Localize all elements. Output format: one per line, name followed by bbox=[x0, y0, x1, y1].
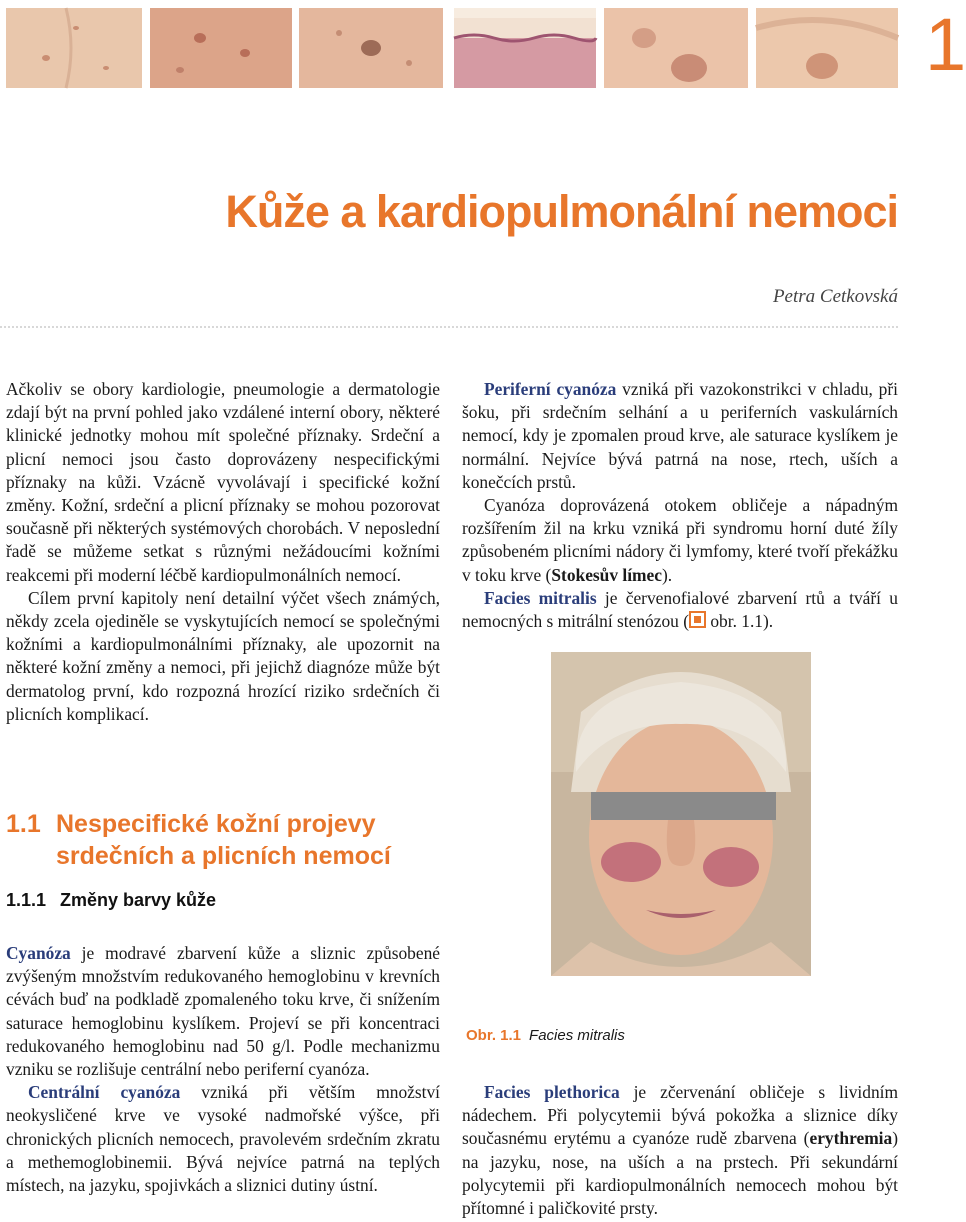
term-centralni: Centrální cyanóza bbox=[28, 1082, 181, 1103]
subsection-heading bbox=[6, 890, 216, 911]
intro-column bbox=[6, 378, 440, 726]
term-periferni: Periferní cyanóza bbox=[484, 379, 617, 399]
term-cyanoza: Cyanóza bbox=[6, 943, 71, 963]
paragraph-mitralis bbox=[462, 587, 898, 633]
header-photo-strip-2 bbox=[150, 8, 292, 88]
header-photo-strip-3 bbox=[299, 8, 443, 88]
term-mitralis: Facies mitralis bbox=[484, 587, 597, 608]
plethorica-text2: ) na jazyku, nose, na uších a na prstech. Při sekundární polycytemii při kardiopulmonálních nemocech mohou být přítomné i paličkovité prsty. bbox=[462, 1128, 898, 1219]
chapter-number: 1 bbox=[925, 3, 966, 86]
cyanoza-text: je modravé zbarvení kůže a sliznic způsobené zvýšeným množstvím redukovaného hemoglobinu v krevních cévách buď na podkladě zpomaleného toku krve, či snížením saturace hemoglobinu kyslíkem. Projeví se při koncentraci redukovaného hemoglobinu nad 50 g/l. Podle mechanizmu vzniku se rozlišuje centrální nebo periferní cyanóza. bbox=[6, 943, 440, 1080]
paragraph-centralni bbox=[6, 1081, 440, 1197]
paragraph-periferni bbox=[462, 378, 898, 494]
paragraph-cyanoza bbox=[6, 942, 440, 1081]
cyanosis-column bbox=[6, 942, 440, 1197]
mitralis-text: je červenofialové zbarvení rtů a tváří u nemocných s mitrální stenózou ( bbox=[462, 587, 898, 632]
stokes-after: ). bbox=[661, 564, 673, 585]
figure-caption bbox=[466, 1027, 625, 1045]
figure-ref-icon[interactable] bbox=[689, 611, 706, 628]
paragraph-plethorica bbox=[462, 1081, 898, 1220]
term-stokes: Stokesův límec bbox=[551, 564, 662, 585]
paragraph-stokes bbox=[462, 494, 898, 587]
centralni-text: vzniká při větším množství neokysličené krve ve vysoké nadmořské výšce, při chronických plicních nemocech, pravolevém srdečním zkratu a methemoglobinemii. Bývá nejvíce patrná na teplých místech, na jazyku, spojivkách a sliznici dutiny ústní. bbox=[6, 1082, 440, 1196]
right-column-bottom bbox=[462, 1081, 898, 1220]
chapter-title: Kůže a kardiopulmonální nemoci bbox=[225, 186, 898, 237]
figure-ref-link[interactable]: obr. 1.1 bbox=[706, 611, 764, 632]
term-erythremia: erythremia bbox=[809, 1128, 893, 1149]
chapter-author: Petra Cetkovská bbox=[772, 286, 898, 307]
figure-photo-face bbox=[551, 652, 811, 976]
right-column-top bbox=[462, 378, 898, 633]
header-photo-strip-1 bbox=[6, 8, 142, 88]
section-heading bbox=[6, 808, 446, 872]
intro-paragraph-1: Ačkoliv se obory kardiologie, pneumologie a dermatologie zdají být na první pohled jako vzdálené interní obory, některé klinické jednotky mohou mít společné příznaky. Srdeční a plicní nemoci jsou často doprovázeny nespecifickými příznaky na kůži. Vzácně vyvolávají i specifické kožní změny. Kožní, srdeční a plicní příznaky se mohou pozorovat současně při některých systémových chorobách. V neposlední řadě se můžeme setkat s různými nežádoucími kožními reakcemi při moderní léčbě kardiopulmonálních nemocí. bbox=[6, 379, 440, 585]
section-title-line2: srdečních a plicních nemocí bbox=[56, 842, 391, 870]
header-photo-strip-4 bbox=[454, 8, 596, 88]
periferni-text: vzniká při vazokonstrikci v chladu, při šoku, při srdečním selhání a u periferních vaskulárních nemocí, kdy je zpomalen proud krve, ale saturace kyslíkem je normální. Nejvíce bývá patrná na nose, rtech, uších a konečcích prstů. bbox=[462, 379, 899, 492]
figure-caption-text: Facies mitralis bbox=[529, 1027, 625, 1044]
term-plethorica: Facies plethorica bbox=[484, 1082, 620, 1102]
section-number: 1.1 bbox=[6, 810, 41, 838]
plethorica-text1: je zčervenání obličeje s lividním nádechem. Při polycytemii bývá pokožka a sliznice díky současnému erytému a cyanóze rudě zbarvena ( bbox=[462, 1082, 898, 1149]
title-divider bbox=[0, 326, 898, 328]
figure-label: Obr. 1.1 bbox=[466, 1027, 522, 1044]
intro-paragraph-2: Cílem první kapitoly není detailní výčet všech známých, někdy zcela ojediněle se vyskytujících nemocí se společnými kožními a kardiopulmonálními příznaky, ale upozornit na některé kožní změny a nemoci, při jejichž diagnóze může být dermatolog první, kdo rozpozná hrozící riziko srdečních či plicních komplikací. bbox=[6, 587, 440, 724]
subsection-title: Změny barvy kůže bbox=[60, 890, 217, 910]
header-photo-strip-6 bbox=[756, 8, 898, 88]
section-title-line1: Nespecifické kožní projevy bbox=[56, 810, 376, 838]
header-photo-strip-5 bbox=[604, 8, 748, 88]
subsection-number: 1.1.1 bbox=[6, 890, 47, 910]
stokes-text: Cyanóza doprovázená otokem obličeje a nápadným rozšířením žil na krku vzniká při syndromu horní duté žíly způsobeném plicními nádory či lymfomy, které tvoří překážku v toku krve ( bbox=[462, 495, 898, 585]
mitralis-after: ). bbox=[763, 611, 774, 632]
